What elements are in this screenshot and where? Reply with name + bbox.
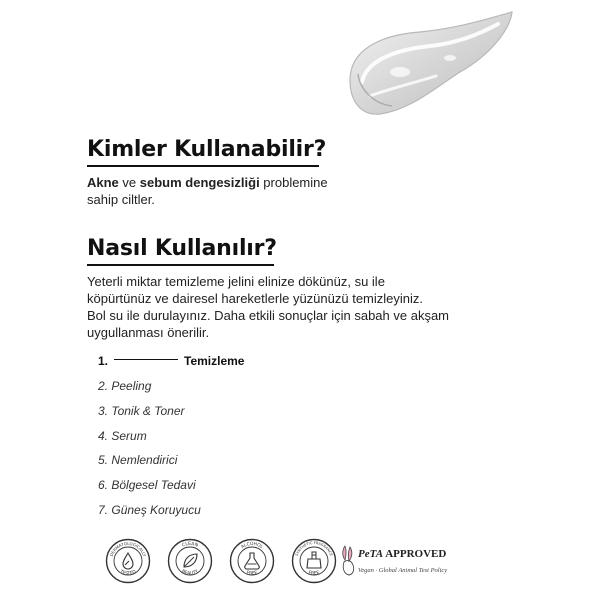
step-item xyxy=(98,478,196,492)
title-underline xyxy=(87,165,319,167)
badge-text-top: SYNTHETIC FRAGRANCE xyxy=(294,540,334,557)
peta-brand: PeTA xyxy=(358,548,384,560)
section-title-how: Nasıl Kullanılır? xyxy=(87,236,277,261)
svg-text:FREE xyxy=(308,570,321,577)
badge-text-top: ALCOHOL xyxy=(240,541,264,551)
step-item xyxy=(98,429,147,443)
step-number: 4. xyxy=(98,429,109,443)
svg-text:ALCOHOL xyxy=(240,541,265,550)
bunny-icon xyxy=(340,544,358,578)
title-underline xyxy=(87,264,274,266)
text-span: problemine xyxy=(259,175,328,190)
dropper-icon xyxy=(123,553,133,569)
step-number: 1. xyxy=(98,354,109,368)
svg-text:BEAUTY xyxy=(180,568,199,576)
step-label: Peeling xyxy=(111,379,152,393)
section-title-who: Kimler Kullanabilir? xyxy=(87,137,327,162)
step-number: 3. xyxy=(98,404,109,418)
clean-beauty-badge xyxy=(167,538,213,584)
badge-text-top: DERMATOLOGICALLY xyxy=(108,540,148,558)
text-line: Yeterli miktar temizleme jelini elinize dökünüz, su ile xyxy=(87,274,385,289)
peta-approved-text: APPROVED xyxy=(383,548,447,560)
peta-title xyxy=(358,548,446,560)
alcohol-free-badge xyxy=(229,538,275,584)
step-label: Temizleme xyxy=(184,354,245,368)
fragrance-free-badge xyxy=(291,538,337,584)
perfume-icon xyxy=(307,552,321,568)
step-number: 2. xyxy=(98,379,109,393)
how-description xyxy=(87,273,517,341)
step-label: Nemlendirici xyxy=(111,453,178,467)
step-number: 5. xyxy=(98,453,109,467)
leaf-icon xyxy=(184,554,197,567)
who-description xyxy=(87,174,517,208)
flask-icon xyxy=(245,553,260,569)
badge-text-bottom: BEAUTY xyxy=(180,569,200,577)
peta-subtitle: Vegan · Global Animal Test Policy xyxy=(358,567,448,574)
badge-text-bottom: FREE xyxy=(245,570,259,577)
step-item-active xyxy=(98,354,244,368)
step-number: 6. xyxy=(98,478,109,492)
bold-term: sebum dengesizliği xyxy=(139,175,260,190)
step-item xyxy=(98,503,201,517)
text-line: uygullanması önerilir. xyxy=(87,325,210,340)
gel-swatch-image xyxy=(340,10,520,120)
step-item xyxy=(98,379,151,393)
step-label: Tonik & Toner xyxy=(111,404,185,418)
badge-text-bottom: FREE xyxy=(307,570,321,577)
step-number: 7. xyxy=(98,503,109,517)
text-line: köpürtünüz ve dairesel hareketlerle yüzünüzü temizleyiniz. xyxy=(87,291,424,306)
svg-text:FREE xyxy=(246,570,259,577)
badge-text-bottom: TESTED xyxy=(118,569,138,577)
step-label: Serum xyxy=(111,429,147,443)
peta-approved-logo xyxy=(340,544,470,584)
bold-term: Akne xyxy=(87,175,119,190)
text-line: sahip ciltler. xyxy=(87,192,155,207)
step-label: Güneş Koruyucu xyxy=(111,503,201,517)
step-item xyxy=(98,404,185,418)
text-span: ve xyxy=(118,175,140,190)
active-step-line xyxy=(114,359,178,360)
dermatologically-tested-badge xyxy=(105,538,151,584)
step-label: Bölgesel Tedavi xyxy=(111,478,196,492)
badge-text-top: CLEAN xyxy=(181,541,199,549)
step-item xyxy=(98,453,177,467)
text-line: Bol su ile durulayınız. Daha etkili sonuçlar için sabah ve akşam xyxy=(87,308,450,323)
